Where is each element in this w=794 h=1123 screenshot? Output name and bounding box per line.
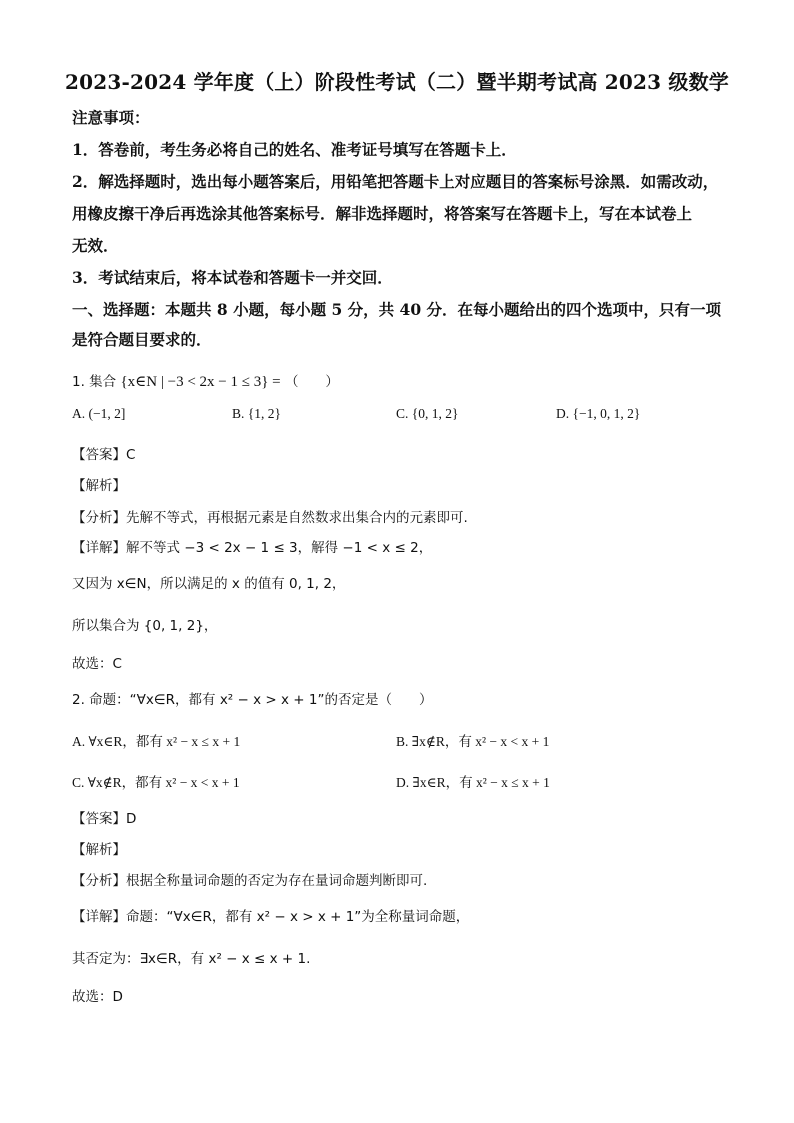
question-1-detail: 【详解】解不等式 −3 < 2x − 1 ≤ 3，解得 −1 < x ≤ 2， — [72, 540, 433, 556]
question-1-choice: 故选：C — [72, 656, 122, 672]
question-2-answer: 【答案】D — [72, 811, 137, 827]
section-heading-line-2: 是符合题目要求的． — [72, 330, 212, 349]
question-1-option-b: B. {1, 2} — [232, 406, 281, 421]
question-2-option-c: C. ∀x∉R，都有 x² − x < x + 1 — [72, 775, 240, 790]
notice-item-2-line-3: 无效． — [72, 236, 119, 255]
page-title: 2023-2024 学年度（上）阶段性考试（二）暨半期考试高 2023 级数学 — [65, 70, 729, 94]
section-heading-line-1: 一、选择题：本题共 8 小题，每小题 5 分，共 40 分．在每小题给出的四个选项中，只有一项 — [72, 300, 722, 319]
question-1-answer: 【答案】C — [72, 447, 136, 463]
notice-item-3: 3．考试结束后，将本试卷和答题卡一并交回． — [72, 268, 393, 287]
question-2-detail-2: 其否定为：∃x∈R，有 x² − x ≤ x + 1. — [72, 951, 311, 967]
question-2-option-d: D. ∃x∈R，有 x² − x ≤ x + 1 — [396, 775, 550, 790]
question-1-set: {x∈N | −3 < 2x − 1 ≤ 3} = — [120, 374, 281, 390]
question-1-detail-2: 又因为 x∈N，所以满足的 x 的值有 0, 1, 2， — [72, 576, 346, 592]
question-1-option-d: D. {−1, 0, 1, 2} — [556, 406, 641, 421]
notice-item-2-line-2: 用橡皮擦干净后再选涂其他答案标号．解非选择题时，将答案写在答题卡上，写在本试卷上 — [72, 204, 693, 223]
question-2-option-b: B. ∃x∉R，有 x² − x < x + 1 — [396, 734, 550, 749]
question-1-option-c: C. {0, 1, 2} — [396, 406, 459, 421]
notice-heading: 注意事项： — [72, 108, 150, 127]
question-2-stem: 2. 命题：“∀x∈R，都有 x² − x > x + 1”的否定是（ ） — [72, 692, 433, 708]
question-2-detail: 【详解】命题：“∀x∈R，都有 x² − x > x + 1”为全称量词命题， — [72, 909, 470, 925]
notice-item-1: 1．答卷前，考生务必将自己的姓名、准考证号填写在答题卡上． — [72, 140, 517, 159]
question-2-option-a: A. ∀x∈R，都有 x² − x ≤ x + 1 — [72, 734, 241, 749]
notice-item-2-line-1: 2．解选择题时，选出每小题答案后，用铅笔把答题卡上对应题目的答案标号涂黑．如需改动， — [72, 172, 719, 191]
question-2-analysis-label: 【解析】 — [72, 842, 126, 858]
question-1-analysis-label: 【解析】 — [72, 478, 126, 494]
question-1-stem — [72, 370, 339, 391]
question-1-option-a: A. (−1, 2] — [72, 406, 126, 421]
question-1-prefix: 1. 集合 — [72, 374, 117, 390]
question-1-detail-3: 所以集合为 {0, 1, 2}， — [72, 618, 218, 634]
question-1-paren: （ ） — [284, 374, 339, 390]
question-2-fenxi: 【分析】根据全称量词命题的否定为存在量词命题判断即可. — [72, 873, 428, 889]
question-2-choice: 故选：D — [72, 989, 123, 1005]
question-1-fenxi: 【分析】先解不等式，再根据元素是自然数求出集合内的元素即可. — [72, 510, 468, 526]
